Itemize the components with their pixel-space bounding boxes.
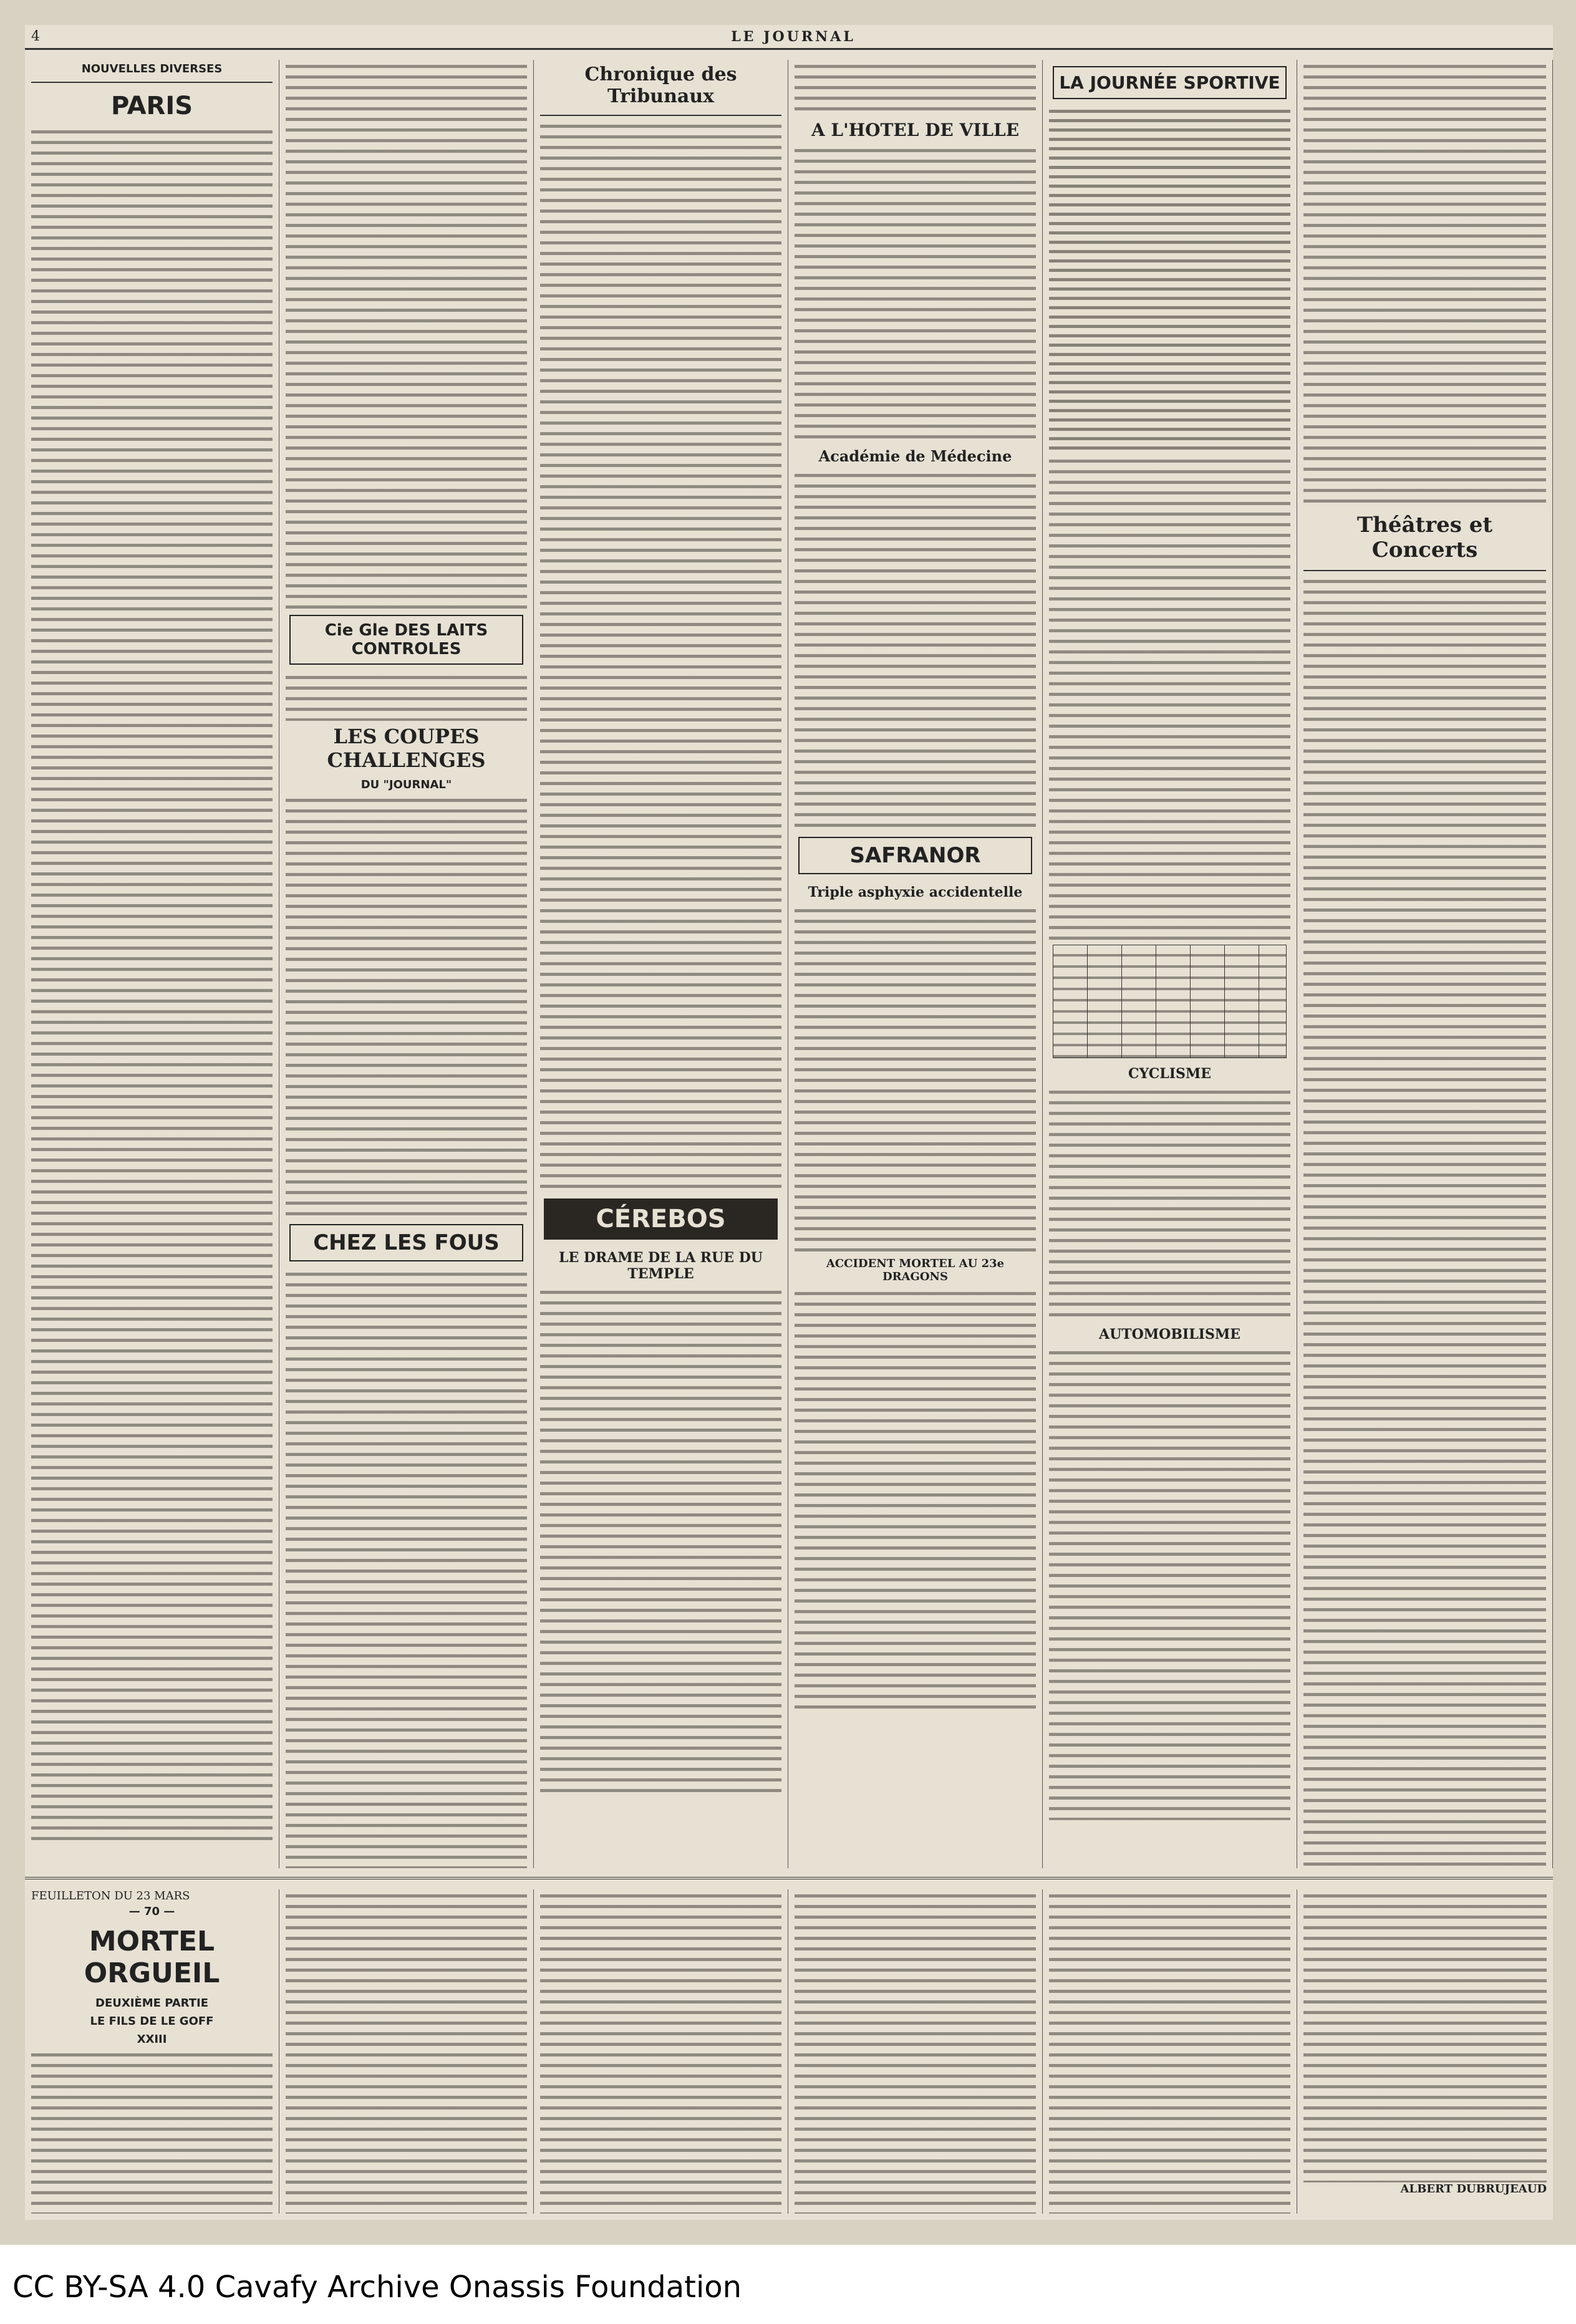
article-text bbox=[286, 671, 527, 721]
section-subtitle: DU "JOURNAL" bbox=[360, 778, 452, 791]
article-text bbox=[1303, 575, 1546, 1868]
section-title: CYCLISME bbox=[1128, 1066, 1212, 1082]
column-2 bbox=[279, 60, 534, 1868]
section-title: LE DRAME DE LA RUE DU TEMPLE bbox=[559, 1250, 763, 1282]
section-title: ACCIDENT MORTEL AU 23e DRAGONS bbox=[826, 1257, 1005, 1283]
article-text bbox=[1049, 455, 1290, 941]
feuilleton-column bbox=[1297, 1889, 1553, 2214]
article-text bbox=[795, 904, 1036, 1253]
column-title: PARIS bbox=[110, 92, 193, 120]
article-text bbox=[795, 144, 1036, 443]
feuilleton-text bbox=[1303, 1889, 1547, 2182]
feuilleton-title: MORTEL ORGUEIL bbox=[84, 1926, 220, 1989]
article-text bbox=[795, 1287, 1036, 1711]
advertisement: SAFRANOR bbox=[798, 837, 1032, 874]
column-title: Chronique des Tribunaux bbox=[584, 64, 737, 107]
feuilleton-text bbox=[795, 1889, 1036, 2214]
column-6 bbox=[1297, 60, 1553, 1868]
section-title: A L'HOTEL DE VILLE bbox=[811, 120, 1020, 140]
divider bbox=[1303, 570, 1546, 571]
feuilleton-date: FEUILLETON DU 23 MARS bbox=[31, 1889, 190, 1902]
section-title: Académie de Médecine bbox=[818, 447, 1012, 465]
column-4 bbox=[788, 60, 1043, 1868]
article-text bbox=[286, 60, 527, 609]
race-results bbox=[1049, 105, 1290, 455]
article-text bbox=[1049, 1086, 1290, 1323]
feuilleton-part-title: LE FILS DE LE GOFF bbox=[90, 2015, 214, 2028]
advertisement: CÉREBOS bbox=[544, 1198, 778, 1240]
article-text bbox=[795, 469, 1036, 831]
article-text bbox=[540, 120, 781, 1192]
feuilleton-divider bbox=[25, 1877, 1553, 1879]
feuilleton-text bbox=[286, 1889, 527, 2214]
feuilleton-column bbox=[534, 1889, 788, 2214]
feuilleton-text bbox=[540, 1889, 781, 2214]
newspaper-page bbox=[25, 25, 1553, 2220]
article-text bbox=[1049, 1346, 1290, 1820]
feuilleton-column bbox=[788, 1889, 1043, 2214]
license-caption: CC BY-SA 4.0 Cavafy Archive Onassis Foundation bbox=[12, 2270, 742, 2305]
article-text bbox=[795, 60, 1036, 116]
column-kicker: NOUVELLES DIVERSES bbox=[81, 62, 223, 75]
paper-name: LE JOURNAL bbox=[731, 28, 856, 45]
feuilleton-heading bbox=[25, 1889, 279, 2214]
article-text bbox=[540, 1286, 781, 1797]
running-header bbox=[25, 25, 1553, 50]
divider bbox=[31, 82, 273, 83]
feuilleton-author: ALBERT DUBRUJEAUD bbox=[1400, 2182, 1547, 2196]
article-text bbox=[1303, 60, 1546, 509]
column-5 bbox=[1043, 60, 1297, 1868]
column-1 bbox=[25, 60, 279, 1868]
feuilleton-text bbox=[31, 2048, 273, 2214]
column-3 bbox=[534, 60, 788, 1868]
feuilleton-text bbox=[1049, 1889, 1290, 2214]
feuilleton-column bbox=[279, 1889, 534, 2214]
section-title: LES COUPES CHALLENGES bbox=[327, 725, 486, 772]
section-title: Triple asphyxie accidentelle bbox=[808, 884, 1023, 900]
advertisement: Cie Gle DES LAITS CONTROLES bbox=[289, 615, 523, 665]
article-text bbox=[286, 1268, 527, 1868]
feuilleton-chapter: XXIII bbox=[137, 2033, 167, 2046]
feuilleton-number: — 70 — bbox=[128, 1905, 175, 1918]
results-table bbox=[1053, 945, 1287, 1058]
feuilleton-column bbox=[1043, 1889, 1297, 2214]
section-title: AUTOMOBILISME bbox=[1099, 1326, 1240, 1343]
page-number: 4 bbox=[31, 29, 40, 44]
article-text bbox=[31, 125, 273, 1846]
divider bbox=[540, 115, 781, 116]
article-text bbox=[286, 794, 527, 1218]
feuilleton-part: DEUXIÈME PARTIE bbox=[95, 1997, 208, 2010]
section-title: CHEZ LES FOUS bbox=[289, 1224, 523, 1261]
column-title: LA JOURNÉE SPORTIVE bbox=[1053, 66, 1287, 99]
column-title: Théâtres et Concerts bbox=[1356, 513, 1493, 562]
